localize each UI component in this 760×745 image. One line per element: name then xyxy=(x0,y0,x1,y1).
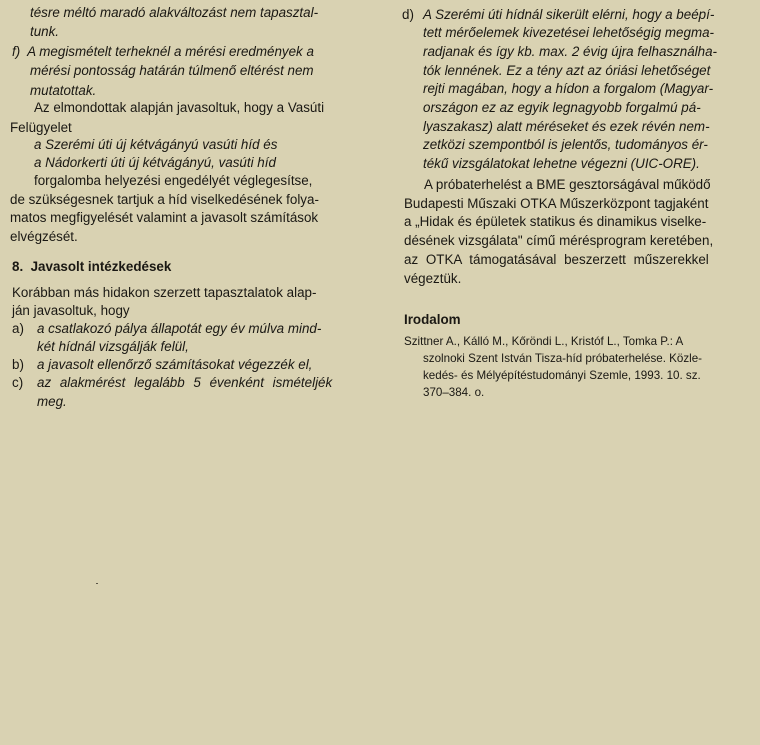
text-line: országon ez az egyik legnagyobb forgalmú pá- xyxy=(423,100,701,115)
list-item: az alakmérést legalább 5 évenként ismételjék xyxy=(37,375,333,390)
text-line: tunk. xyxy=(30,24,60,39)
text-line: forgalomba helyezési engedélyét véglegesítse, xyxy=(34,173,313,188)
list-item-d: A Szerémi úti hídnál sikerült elérni, hogy a bеépí- xyxy=(423,7,715,22)
reference-line: 370–384. o. xyxy=(423,386,485,399)
reference-line: kedés- és Mélyépítéstudományi Szemle, 1993. 10. sz. xyxy=(423,369,701,382)
list-item: meg. xyxy=(37,394,67,409)
text-line: végeztük. xyxy=(404,271,462,286)
text-line: az OTKA támogatásával beszerzett műszerekkel xyxy=(404,252,709,267)
section-heading: 8. Javasolt intézkedések xyxy=(12,259,172,274)
text-line: zetközi szempontból is jelentős, tudományos ér- xyxy=(423,137,708,152)
text-line: désének vizsgálata" című mérésprogram keretében, xyxy=(404,233,714,248)
text-line: Az elmondottak alapján javasoltuk, hogy a Vasúti xyxy=(34,100,325,115)
text-line: rejti magában, hogy a hídon a forgalom (Magyar- xyxy=(423,81,714,96)
text-line: a Nádorkerti úti új kétvágányú, vasúti híd xyxy=(34,155,276,170)
text-line: ján javasoltuk, hogy xyxy=(12,303,130,318)
text-line: matos megfigyelését valamint a javasolt számítások xyxy=(10,210,319,225)
text-line: Korábban más hidakon szerzett tapasztalatok alap- xyxy=(12,285,317,300)
text-line: a Szerémi úti új kétvágányú vasúti híd és xyxy=(34,137,278,152)
text-line: Felügyelet xyxy=(10,120,72,135)
text-line: a „Hidak és épületek statikus és dinamikus viselke- xyxy=(404,214,707,229)
reference-line: Szittner A., Kálló M., Kőröndi L., Kristóf L., Tomka P.: A xyxy=(404,335,684,348)
references-heading: Irodalom xyxy=(404,312,461,327)
list-marker: d) xyxy=(402,7,414,22)
text-line: mutatottak. xyxy=(30,83,97,98)
text-line: Budapesti Műszaki OTKA Műszerközpont tagjaként xyxy=(404,196,709,211)
list-marker: a) xyxy=(12,321,24,336)
list-marker: b) xyxy=(12,357,24,372)
list-item: a csatlakozó pálya állapotát egy év múlva mind- xyxy=(37,321,322,336)
text-line: elvégzését. xyxy=(10,229,78,244)
text-line: radjanak és így kb. max. 2 évig újra felhasználha- xyxy=(423,44,718,59)
text-line: de szükségesnek tartjuk a híd viselkedésének folya- xyxy=(10,192,319,207)
reference-line: szolnoki Szent István Tisza-híd próbaterhelése. Közle- xyxy=(423,352,703,365)
list-item-f: f) A megismételt terheknél a mérési eredmények a xyxy=(12,44,314,59)
text-line: lyaszakasz) alatt méréseket és ezek révén nem- xyxy=(423,119,710,134)
list-item: a javasolt ellenőrző számításokat végezzék el, xyxy=(37,357,313,372)
list-marker: c) xyxy=(12,375,24,390)
list-item: két hídnál vizsgálják felül, xyxy=(37,339,189,354)
text-line: A próbaterhelést a BME gesztorságával működő xyxy=(424,177,711,192)
speck-mark xyxy=(96,583,98,584)
text-line: tók lennének. Ez a tény azt az óriási lehetőséget xyxy=(423,63,711,78)
text-line: tékű vizsgálatokat lehetne végezni (UIC-ORE). xyxy=(423,156,700,171)
text-line: tett mérőelemek kivezetései lehetőségig megma- xyxy=(423,25,715,40)
text-line: tésre méltó maradó alakváltozást nem tapasztal- xyxy=(30,5,319,20)
text-line: mérési pontosság határán túlmenő eltérést nem xyxy=(30,63,314,78)
